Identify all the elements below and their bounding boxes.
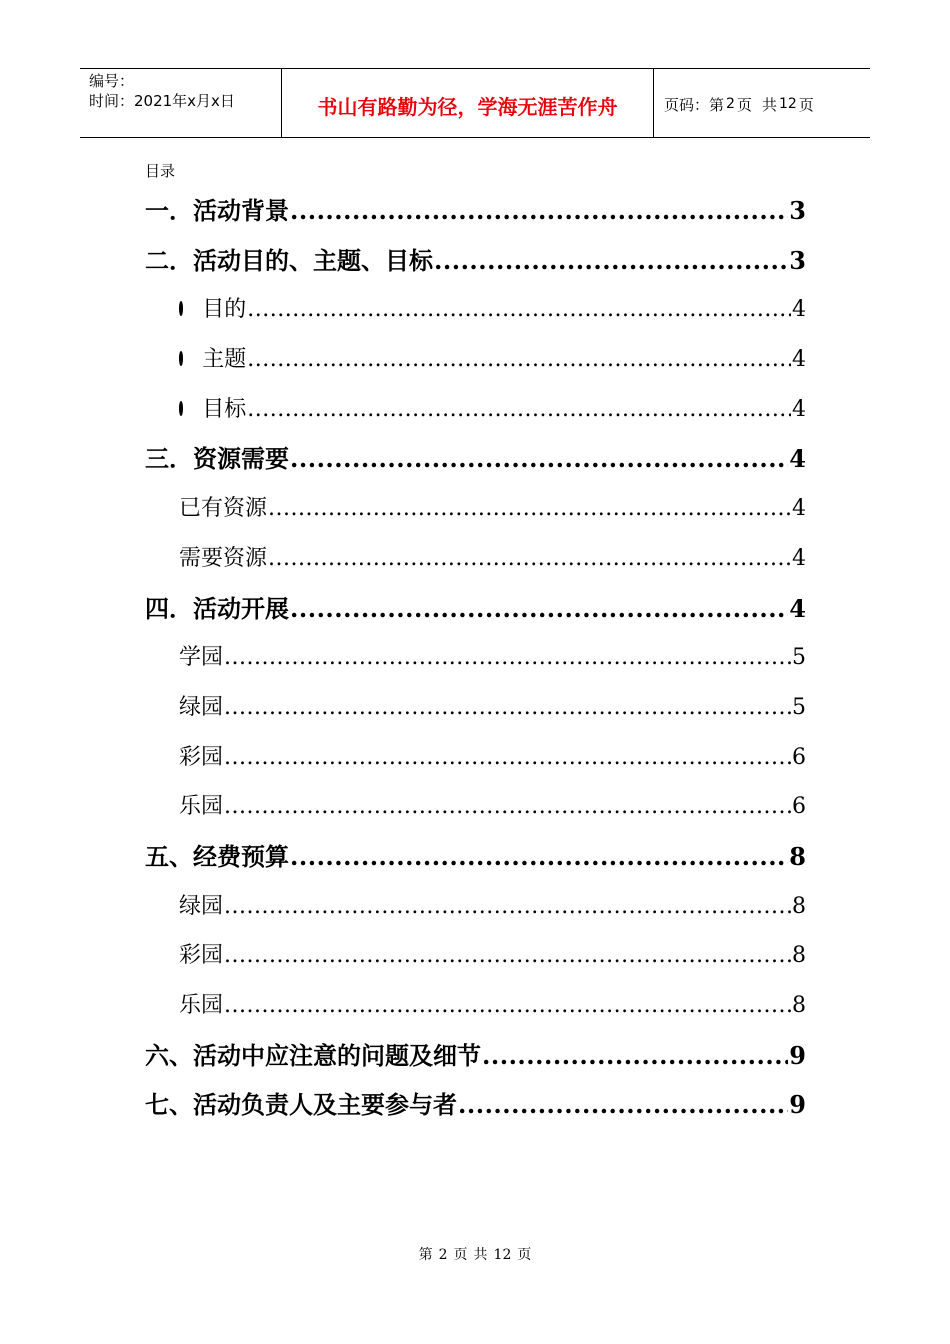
toc-entry-page: 8 (789, 841, 806, 871)
bullet-icon (179, 401, 183, 416)
toc-entry-label: 六、活动中应注意的问题及细节 (145, 1040, 481, 1070)
toc-entry-page: 4 (792, 396, 806, 422)
toc-entry[interactable] (145, 285, 806, 335)
table-of-contents (145, 186, 806, 1130)
header-page-total: 12 (778, 96, 797, 112)
header-total-unit: 页 (798, 95, 814, 114)
toc-leader-dots (247, 285, 791, 335)
toc-leader-dots (247, 385, 791, 435)
toc-entry-page: 9 (789, 1040, 806, 1070)
footer-page-prefix: 第 (418, 1247, 433, 1263)
header-info-cell (80, 69, 281, 137)
bullet-icon (179, 301, 183, 316)
toc-entry-label: 绿园 (179, 694, 224, 720)
toc-leader-dots (268, 534, 791, 584)
toc-entry[interactable] (145, 782, 806, 832)
toc-entry-label: 目的 (202, 297, 247, 323)
toc-leader-dots (482, 1031, 788, 1081)
toc-entry-label: 乐园 (179, 794, 224, 820)
toc-entry-page: 4 (792, 496, 806, 522)
document-date-label: 时间：2021年x月x日 (89, 92, 235, 110)
toc-entry[interactable] (145, 931, 806, 981)
toc-entry-page: 4 (792, 347, 806, 373)
toc-leader-dots (224, 633, 791, 683)
toc-entry-label: 三．资源需要 (145, 444, 289, 474)
toc-entry[interactable] (145, 981, 806, 1031)
toc-leader-dots (224, 683, 791, 733)
bullet-icon (179, 351, 183, 366)
toc-entry[interactable] (145, 733, 806, 783)
header-page-prefix: 页码：第 (664, 95, 725, 114)
toc-leader-dots (224, 782, 791, 832)
toc-leader-dots (268, 484, 791, 534)
toc-leader-dots (458, 1080, 788, 1130)
toc-entry-page: 4 (789, 444, 806, 474)
toc-leader-dots (224, 733, 791, 783)
toc-entry-label: 七、活动负责人及主要参与者 (145, 1090, 457, 1120)
header-motto: 书山有路勤为径，学海无涯苦作舟 (281, 69, 654, 137)
toc-entry-label: 绿园 (179, 893, 224, 919)
toc-leader-dots (290, 584, 788, 634)
toc-leader-dots (290, 186, 788, 236)
footer-page-current: 2 (438, 1247, 448, 1263)
header-page-info (654, 69, 870, 137)
toc-entry-label: 彩园 (179, 943, 224, 969)
toc-entry[interactable] (145, 434, 806, 484)
toc-entry-label: 已有资源 (179, 496, 268, 522)
toc-entry-page: 6 (792, 744, 806, 770)
toc-leader-dots (434, 236, 788, 286)
footer-page-total: 12 (493, 1247, 512, 1263)
toc-entry[interactable] (145, 385, 806, 435)
toc-entry[interactable] (145, 484, 806, 534)
toc-entry-label: 乐园 (179, 993, 224, 1018)
toc-entry-page: 8 (792, 993, 806, 1018)
toc-leader-dots (224, 981, 791, 1031)
toc-entry-label: 二．活动目的、主题、目标 (145, 245, 433, 275)
toc-leader-dots (290, 434, 788, 484)
toc-entry-page: 8 (792, 943, 806, 969)
toc-entry-label: 主题 (202, 347, 247, 373)
toc-entry[interactable] (145, 335, 806, 385)
toc-entry-page: 4 (792, 545, 806, 571)
header-page-current: 2 (726, 96, 735, 112)
toc-entry[interactable] (145, 584, 806, 634)
toc-entry-page: 9 (789, 1090, 806, 1120)
toc-leader-dots (247, 335, 791, 385)
toc-entry-page: 6 (792, 794, 806, 820)
document-number-label: 编号： (89, 72, 135, 90)
toc-entry-page: 4 (792, 297, 806, 323)
toc-entry-label: 彩园 (179, 744, 224, 770)
header-page-unit: 页 (736, 95, 752, 114)
toc-entry[interactable] (145, 882, 806, 932)
toc-entry[interactable] (145, 832, 806, 882)
toc-entry-label: 五、经费预算 (145, 841, 289, 871)
toc-entry-page: 3 (789, 245, 806, 275)
toc-leader-dots (224, 931, 791, 981)
toc-leader-dots (290, 832, 788, 882)
toc-entry-page: 5 (792, 694, 806, 720)
page-footer (0, 1245, 950, 1265)
toc-entry[interactable] (145, 186, 806, 236)
footer-page-unit: 页 (453, 1247, 468, 1263)
toc-entry-page: 5 (792, 645, 806, 671)
footer-total-unit: 页 (517, 1247, 532, 1263)
toc-entry[interactable] (145, 236, 806, 286)
header-total-prefix: 共 (761, 95, 777, 114)
toc-entry-label: 目标 (202, 396, 247, 422)
toc-leader-dots (224, 882, 791, 932)
toc-entry[interactable] (145, 534, 806, 584)
toc-entry[interactable] (145, 1031, 806, 1081)
toc-entry-label: 需要资源 (179, 545, 268, 571)
toc-entry[interactable] (145, 683, 806, 733)
toc-entry-page: 8 (792, 893, 806, 919)
page-header (80, 68, 870, 138)
toc-entry-label: 学园 (179, 645, 224, 671)
toc-entry-label: 四．活动开展 (145, 593, 289, 623)
toc-entry-label: 一．活动背景 (145, 196, 289, 225)
toc-heading: 目录 (145, 162, 176, 180)
toc-entry-page: 4 (789, 593, 806, 623)
footer-total-prefix: 共 (473, 1247, 488, 1263)
toc-entry-page: 3 (789, 196, 806, 225)
toc-entry[interactable] (145, 633, 806, 683)
toc-entry[interactable] (145, 1080, 806, 1130)
